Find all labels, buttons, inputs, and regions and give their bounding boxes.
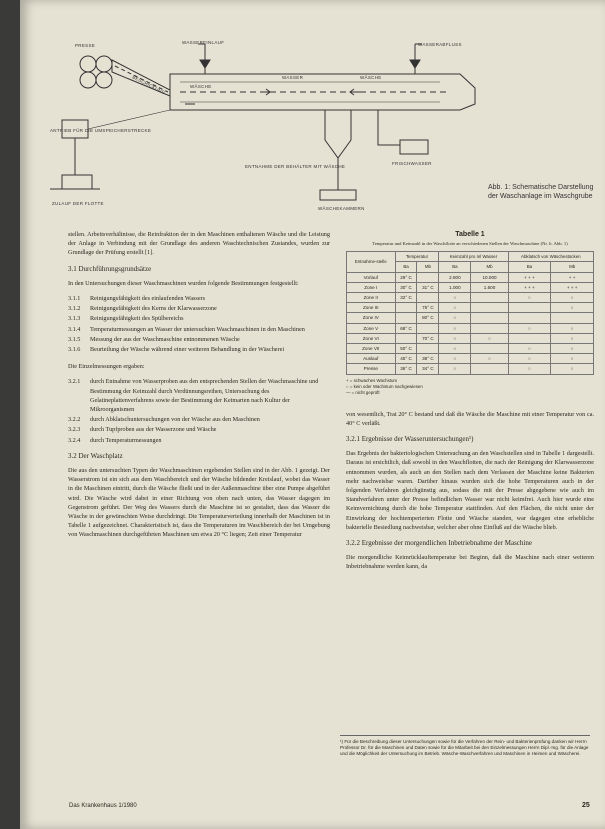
journal-name: Das Krankenhaus 1/1980 <box>69 803 137 809</box>
section-heading: 3.1 Durchführungsgrundsätze <box>68 264 152 273</box>
table-cell: ○ <box>439 364 471 374</box>
table-cell <box>471 293 508 303</box>
table-cell: ○ <box>471 354 508 364</box>
footnote: ¹) Für die Beschreibung dieser Untersuchungen sowie für die Verfahren der Rein- und Bakterienprüfung danken wir Herrn Professor Dr. für die Maschinen und Daten sowie für die Mitarbeit bei den Einzelmessungen Herrn Dipl.-Ing. für die Anlage und die Möglichkeit der Untersuchung im Betrieb. Wäsche-Waschverfahren und Maschinen in Heimen und Wäscherei. <box>340 735 590 758</box>
label-flotte: ZULAUF DER FLOTTE <box>52 201 104 206</box>
table-cell: 36° C <box>395 364 417 374</box>
table-cell: 31° C <box>417 282 439 292</box>
table-cell <box>471 303 508 313</box>
table-cell: Zone II <box>347 293 396 303</box>
table-cell: 2.800 <box>439 272 471 282</box>
table-cell <box>508 313 551 323</box>
table-cell: ○ <box>439 293 471 303</box>
table-cell: ○ <box>439 323 471 333</box>
legend-item: — = nicht geprüft <box>346 389 380 395</box>
table-cell <box>395 303 417 313</box>
left-paragraph: Die Einzelmessungen ergaben: <box>68 363 145 371</box>
table-cell: ○ <box>471 333 508 343</box>
table-header: Keimzahl pro ml Wasser <box>439 252 508 262</box>
table-header: Entnahme-stelle <box>347 252 396 272</box>
table-cell: Zone VI <box>347 333 396 343</box>
table-row <box>347 313 594 323</box>
table-cell: 45° C <box>395 354 417 364</box>
table-cell: Zone VII <box>347 344 396 354</box>
table-cell: ○ <box>551 344 594 354</box>
table-cell: 32° C <box>395 293 417 303</box>
method-list <box>68 377 330 444</box>
table-cell: Auslauf <box>347 354 396 364</box>
table-cell: ○ <box>439 303 471 313</box>
table-cell: ○ <box>551 303 594 313</box>
label-drive: ANTRIEB FÜR DIE UMSPEICHERSTRECKE <box>50 128 152 133</box>
table-cell: 34° C <box>417 364 439 374</box>
table-cell <box>551 313 594 323</box>
list-item: 3.1.4 Temperaturmessungen an Wasser der untersuchten Waschmaschinen in den Maschinen <box>68 325 305 333</box>
table-cell: 50° C <box>395 344 417 354</box>
table-cell: 29° C <box>395 272 417 282</box>
table-row <box>347 354 594 364</box>
table-cell: 70° C <box>417 333 439 343</box>
table-row <box>347 282 594 292</box>
list-item: 3.1.5 Messung der aus der Waschmaschine entnommenen Wäsche <box>68 335 240 343</box>
table-cell: 30° C <box>395 282 417 292</box>
section-heading: 3.2.2 Ergebnisse der morgendlichen Inbetriebnahme der Maschine <box>346 539 532 548</box>
table-row <box>347 293 594 303</box>
table-header: Abklatsch von Wäschestücken <box>508 252 593 262</box>
table-cell <box>417 344 439 354</box>
table-body <box>347 272 594 374</box>
table-cell: ○ <box>439 354 471 364</box>
table-subheader: Mb <box>551 262 594 272</box>
list-item: 3.1.6 Beurteilung der Wäsche während einer weiteren Behandlung in der Wäscherei <box>68 346 285 354</box>
table-row <box>347 364 594 374</box>
table-cell <box>471 323 508 333</box>
table-cell: 38° C <box>417 354 439 364</box>
table-cell <box>471 364 508 374</box>
table-cell: Zone IV <box>347 313 396 323</box>
table-cell: Zone III <box>347 303 396 313</box>
table-subheader: Ba <box>508 262 551 272</box>
label-fresh-water: FRISCHWASSER <box>392 161 432 166</box>
label-chambers: WÄSCHEKAMMERN <box>318 206 365 211</box>
table-cell: 1.600 <box>471 282 508 292</box>
table-cell: ○ <box>439 344 471 354</box>
table-cell <box>417 323 439 333</box>
table-cell: 1.000 <box>439 282 471 292</box>
table-cell <box>508 303 551 313</box>
table-row <box>347 303 594 313</box>
page-number: 25 <box>582 802 590 809</box>
container-box <box>320 190 356 200</box>
right-column <box>346 230 594 578</box>
label-water-outlet: WASSERABFLUSS <box>418 42 462 47</box>
list-item: 3.1.3 Reinigungsfähigkeit des Spülbereichs <box>68 315 184 323</box>
table-cell: + + + <box>508 272 551 282</box>
table-legend <box>346 378 594 396</box>
right-paragraph: Die morgendliche Keimrücklauftemperatur bei Beginn, daß die Maschine nach einer weiteren Inbetriebnahme werden kann, da <box>346 554 594 571</box>
label-press: PRESSE <box>75 43 96 48</box>
right-paragraph: Das Ergebnis der bakteriologischen Untersuchung an den Waschstellen sind in Tabelle 1 dargestellt. Daraus ist ersichtlich, daß sowohl in den Waschflotten, die nach der Reinigung der Klarwasserzone entnommen wurden, als auch an den Stellen nach dem Verlassen der Maschine keine Bakterien mehr nachweisbar waren. Darüber hinaus wurden sich die hohe Temperaturen auch in der folgenden Verfahren gleichgünstig aus, sodass die mit der Presse abgegebene wie auch im Standverfahren unter der Presse befindlichen Wasser war nicht keimfrei. Auch hier wurde eine Keimvernichtung durch die hohe Temperatur stattfinden. Auf den Flächen, die nicht unter der Einwirkung der hochtemperierten Flotte und Wäsche standen, war dagegen eine erhebliche bakterielle Besiedlung nachweisbar, welcher aber ohne Einfluß auf die Wäsche blieb. <box>346 450 594 531</box>
list-item: 3.2.3 durch Tupfproben aus der Wasserzone und Wäsche <box>68 426 217 434</box>
table-subheader: Ba <box>439 262 471 272</box>
table-cell: 68° C <box>395 323 417 333</box>
list-item: 3.1.1 Reinigungsfähigkeit des einlaufenden Wassers <box>68 295 206 303</box>
table-cell: + + <box>551 272 594 282</box>
list-item: 3.2.1 durch Entnahme von Wasserproben aus den entsprechenden Stellen der Waschmaschine und Bestimmung der Keimzahl durch Verdünnungsreihen, Untersuchung des Gelatineplattenverfahrens sowie der Bestimmung der Keimarten nach Kultur der Mikroorganismen <box>68 378 319 414</box>
table-cell: + + + <box>551 282 594 292</box>
table-cell: ○ <box>551 333 594 343</box>
table-row <box>347 272 594 282</box>
section-heading: 3.2 Der Waschplatz <box>68 451 123 460</box>
table-title: Tabelle 1 <box>455 231 485 238</box>
right-paragraph: von wesentlich, Trat 20° C bestand und daß die Wäsche die Maschine mit einer Temperatur von ca. 40° C verläßt. <box>346 410 594 427</box>
press-roller-bottom <box>80 72 96 88</box>
table-cell: Presse <box>347 364 396 374</box>
table-cell: 75° C <box>417 303 439 313</box>
table-cell <box>508 333 551 343</box>
discharge-funnel <box>325 110 351 158</box>
legend-item: + = schwaches Wachstum <box>346 377 398 383</box>
table-cell: ○ <box>508 364 551 374</box>
table-cell: ○ <box>508 354 551 364</box>
figure-caption: Abb. 1: Schematische Darstellung der Waschanlage im Waschgrube <box>488 184 594 200</box>
data-table <box>346 251 594 374</box>
table-cell: Zone V <box>347 323 396 333</box>
table-cell: 10.000 <box>471 272 508 282</box>
table-cell: 80° C <box>417 313 439 323</box>
table-cell <box>417 272 439 282</box>
label-removal: ENTNAHME DER BEHÄLTER MIT WÄSCHE <box>245 164 346 169</box>
table-row <box>347 333 594 343</box>
table-cell: Vorlauf <box>347 272 396 282</box>
table-cell: ○ <box>551 364 594 374</box>
list-item: 3.1.2 Reinigungsfähigkeit des Kerns der Klarwasserzone <box>68 305 217 313</box>
table-cell <box>395 333 417 343</box>
table-subtitle: Temperatur und Keimzahl in der Waschflotte an verschiedenen Stellen der Waschmaschine (Nr. lt. Abb. 1) <box>372 241 568 247</box>
left-column <box>68 230 330 546</box>
table-cell: + + + <box>508 282 551 292</box>
table-cell: ○ <box>551 323 594 333</box>
pump-box <box>400 140 428 154</box>
table-cell <box>471 344 508 354</box>
label-flow-wash: WÄSCHE <box>190 84 212 89</box>
table-cell: ○ <box>508 293 551 303</box>
table-cell <box>471 313 508 323</box>
list-item: 3.2.4 durch Temperaturmessungen <box>68 436 162 444</box>
table-cell <box>395 313 417 323</box>
table-cell: Zone I <box>347 282 396 292</box>
document-page <box>20 0 605 829</box>
table-row <box>347 323 594 333</box>
table-subheader: Mb <box>417 262 439 272</box>
section-heading: 3.2.1 Ergebnisse der Wasseruntersuchungen¹) <box>346 435 474 444</box>
table-cell: ○ <box>439 313 471 323</box>
table-cell: ○ <box>439 333 471 343</box>
left-paragraph: In den Untersuchungen dieser Waschmaschinen wurden folgende Bestimmungen festgestellt: <box>68 279 299 287</box>
left-intro-paragraph: stellen. Arbeitsverhältnisse, die Reinfraktion der in den Maschinen enthaltenen Wäsche und die Leistung der Anlage in Verbindung mit der Grundlage des anderen Waschtechnischen Zustandes, wurden zur Grundlage der Prüfung erstellt [1]. <box>68 231 330 257</box>
table-cell: ○ <box>508 344 551 354</box>
press-roller-top <box>80 56 96 72</box>
table-subheader: Ba <box>395 262 417 272</box>
table-cell: ○ <box>551 293 594 303</box>
legend-item: ○ = kein oder Wachstum nachgewiesen <box>346 383 423 389</box>
table-cell <box>417 293 439 303</box>
table-header: Temperatur <box>395 252 439 262</box>
table-cell: ○ <box>508 323 551 333</box>
label-conveyor: BESCHICKUNG <box>131 74 167 96</box>
list-item: 3.2.2 durch Abklatschuntersuchungen von der Wäsche aus den Maschinen <box>68 416 260 424</box>
label-flow-water: WASSER <box>282 75 304 80</box>
left-paragraph: Die aus den untersuchten Typen der Waschmaschinen ergebenden Stellen sind in der Abb. 1 gezeigt. Der Wasserstrom ist ein sich aus dem Waschbereich und der Wäsche bildender Kreislauf, wobei das Wasser in die Maschinen eintritt, durch die Wäsche fließt und in der Außenmaschine über eine Pumpe abgeführt wird. Die Wäsche wird dabei in einer Richtung von oben nach unten, das Wasser dagegen im Gegenstrom geführt. Der Weg des Wassers durch die Maschine ist so gestaltet, dass das Wasser die Wäsche in der gewünschten Weise durchdringt. Die Temperaturverteilung innerhalb der Maschinen ist in Tabelle 1 aufgezeichnet. Charakteristisch ist, dass die Temperaturen im Waschbereich der bei Umgebung von Waschmaschinen durchgeführten Maschinen um etwa 20 °C liegen; Zeit einer Temperatur <box>68 467 330 539</box>
label-water-inlet: WASSEREINLAUF <box>182 40 225 45</box>
label-flow-wash-2: WÄSCHE <box>360 75 382 80</box>
table-row <box>347 344 594 354</box>
measurement-list <box>68 294 330 354</box>
drive-base <box>62 175 92 189</box>
table-cell: ○ <box>551 354 594 364</box>
table-subheader: Mb <box>471 262 508 272</box>
